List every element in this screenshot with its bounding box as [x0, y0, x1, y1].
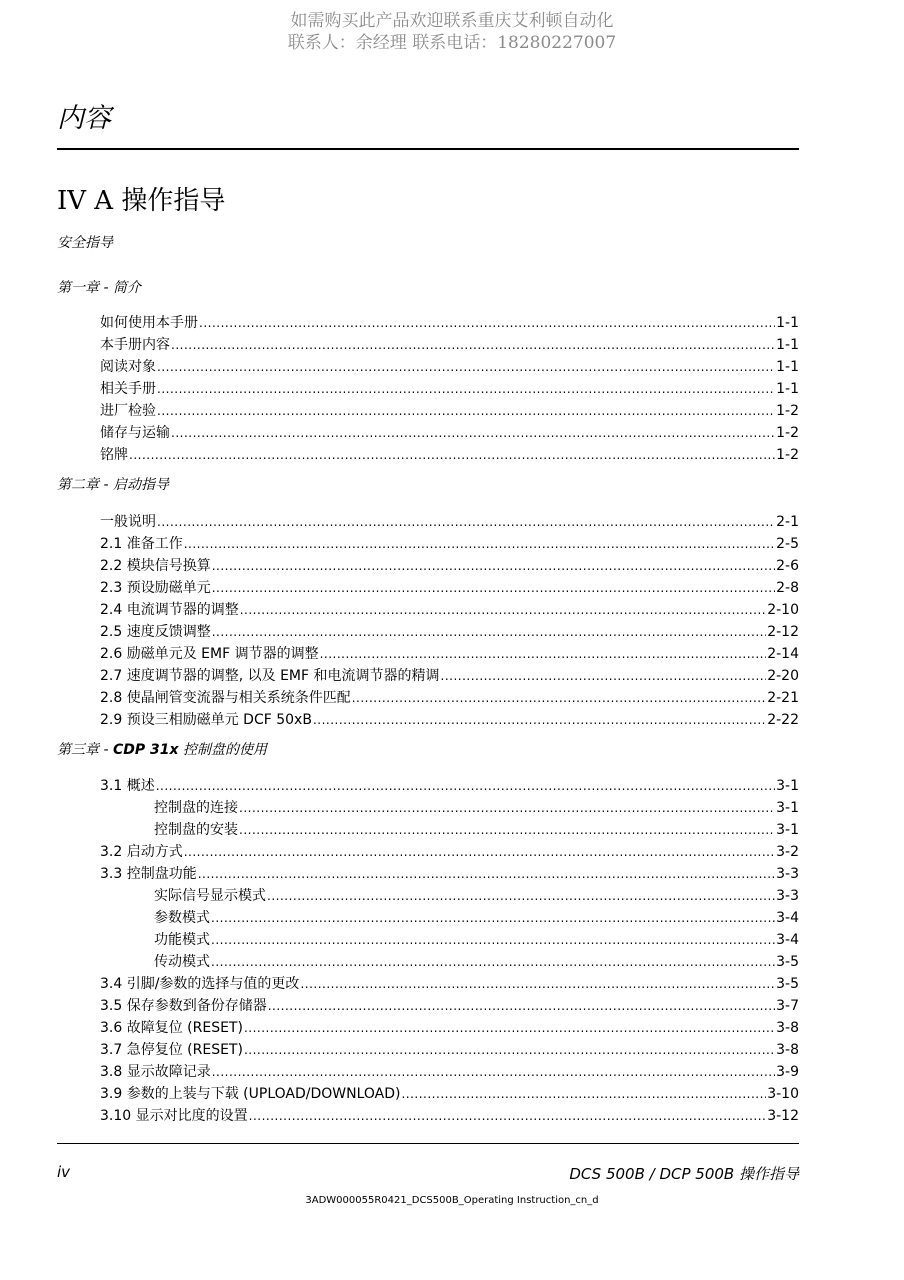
toc-entry[interactable]: 阅读对象 ..... 1-1 [57, 356, 799, 378]
title-divider [57, 148, 799, 150]
toc-entry[interactable]: 2.8 使晶闸管变流器与相关系统条件匹配 ..... 2-21 [57, 687, 799, 709]
toc-entry[interactable]: 3.1 概述 ..... 3-1 [57, 775, 799, 797]
footer-product-title: DCS 500B / DCP 500B 操作指导 [569, 1165, 799, 1183]
toc-entry[interactable]: 铭牌 ..... 1-2 [57, 444, 799, 466]
toc-entry[interactable]: 2.9 预设三相励磁单元 DCF 50xB ..... 2-22 [57, 709, 799, 731]
contact-banner-line2: 联系人：余经理 联系电话：18280227007 [287, 33, 617, 53]
toc-entry[interactable]: 3.6 故障复位 (RESET) ..... 3-8 [57, 1017, 799, 1039]
toc-chapter-2-heading[interactable]: 第二章 - 启动指导 [57, 477, 169, 493]
toc-entry[interactable]: 如何使用本手册 ..... 1-1 [57, 312, 799, 334]
toc-entry[interactable]: 2.3 预设励磁单元 ..... 2-8 [57, 577, 799, 599]
table-of-contents [57, 232, 799, 1127]
toc-entry[interactable]: 2.6 励磁单元及 EMF 调节器的调整 ..... 2-14 [57, 643, 799, 665]
toc-entry[interactable]: 3.7 急停复位 (RESET) ..... 3-8 [57, 1039, 799, 1061]
toc-entry[interactable]: 3.10 显示对比度的设置 ..... 3-12 [57, 1105, 799, 1127]
toc-entry[interactable]: 2.7 速度调节器的调整, 以及 EMF 和电流调节器的精调 ..... 2-20 [57, 665, 799, 687]
toc-safety-heading[interactable]: 安全指导 [57, 235, 113, 251]
page-title: 内容 [57, 103, 111, 134]
toc-subentry[interactable]: 传动模式 ..... 3-5 [57, 951, 799, 973]
toc-entry[interactable]: 2.2 模块信号换算 ..... 2-6 [57, 555, 799, 577]
toc-subentry[interactable]: 实际信号显示模式 ..... 3-3 [57, 885, 799, 907]
footer-divider [57, 1143, 799, 1144]
toc-entry[interactable]: 一般说明 ..... 2-1 [57, 511, 799, 533]
contact-banner-line1: 如需购买此产品欢迎联系重庆艾利顿自动化 [290, 11, 614, 31]
toc-subentry[interactable]: 控制盘的安装 ..... 3-1 [57, 819, 799, 841]
toc-entry[interactable]: 2.1 准备工作 ..... 2-5 [57, 533, 799, 555]
toc-entry[interactable]: 3.4 引脚/参数的选择与值的更改 ..... 3-5 [57, 973, 799, 995]
toc-subentry[interactable]: 功能模式 ..... 3-4 [57, 929, 799, 951]
footer-document-code: 3ADW000055R0421_DCS500B_Operating Instruction_cn_d [305, 1195, 599, 1206]
footer-page-number: iv [57, 1163, 71, 1181]
toc-entry[interactable]: 相关手册 ..... 1-1 [57, 378, 799, 400]
toc-entry[interactable]: 3.8 显示故障记录 ..... 3-9 [57, 1061, 799, 1083]
section-heading: IV A 操作指导 [57, 186, 226, 216]
toc-entry[interactable]: 3.3 控制盘功能 ..... 3-3 [57, 863, 799, 885]
toc-entry[interactable]: 本手册内容 ..... 1-1 [57, 334, 799, 356]
toc-chapter-3-heading[interactable]: 第三章 - CDP 31x 控制盘的使用 [57, 742, 267, 758]
toc-subentry[interactable]: 控制盘的连接 ..... 3-1 [57, 797, 799, 819]
toc-entry[interactable]: 进厂检验 ..... 1-2 [57, 400, 799, 422]
toc-entry[interactable]: 3.2 启动方式 ..... 3-2 [57, 841, 799, 863]
toc-chapter-1-heading[interactable]: 第一章 - 简介 [57, 280, 141, 296]
toc-entry[interactable]: 储存与运输 ..... 1-2 [57, 422, 799, 444]
toc-entry[interactable]: 2.5 速度反馈调整 ..... 2-12 [57, 621, 799, 643]
toc-subentry[interactable]: 参数模式 ..... 3-4 [57, 907, 799, 929]
toc-entry[interactable]: 2.4 电流调节器的调整 ..... 2-10 [57, 599, 799, 621]
toc-entry[interactable]: 3.9 参数的上装与下载 (UPLOAD/DOWNLOAD) ..... 3-10 [57, 1083, 799, 1105]
toc-entry[interactable]: 3.5 保存参数到备份存储器 ..... 3-7 [57, 995, 799, 1017]
